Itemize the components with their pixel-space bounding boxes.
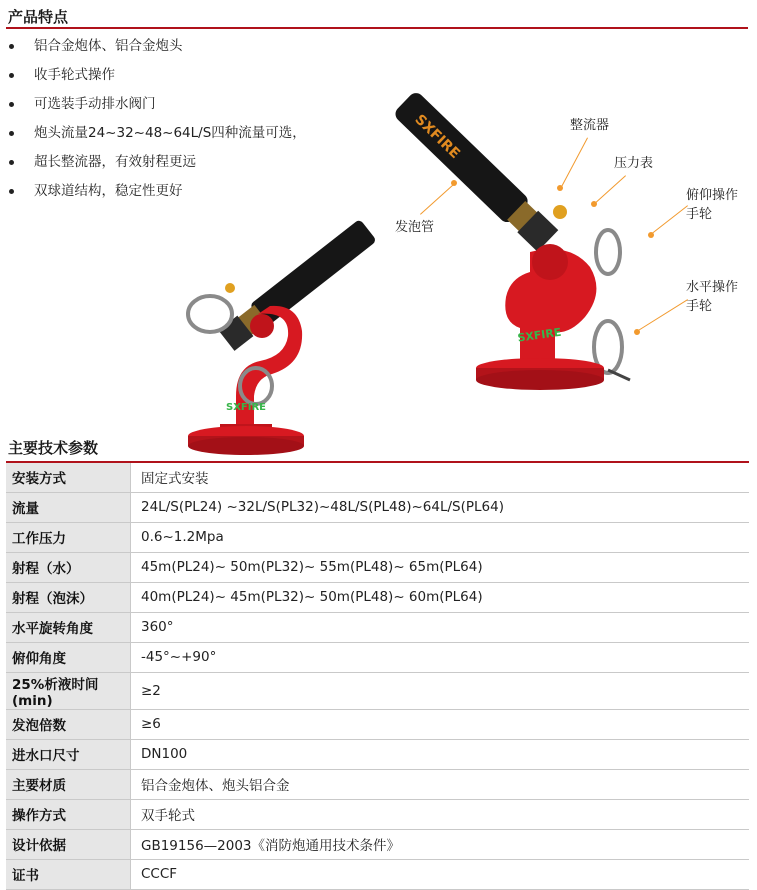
spec-value: 固定式安装 <box>131 462 750 492</box>
spec-value: DN100 <box>131 739 750 769</box>
leader-pitch-handwheel-dot <box>648 232 654 238</box>
feature-list <box>0 32 380 206</box>
leader-foam-tube-dot <box>451 180 457 186</box>
bullet-icon <box>9 102 14 107</box>
foam-cannon-image-right <box>380 92 640 398</box>
feature-text: 双球道结构，稳定性更好 <box>34 183 183 199</box>
spec-key: 进水口尺寸 <box>6 739 131 769</box>
table-row <box>6 739 749 769</box>
table-row <box>6 522 749 552</box>
feature-item <box>0 90 380 119</box>
table-row <box>6 642 749 672</box>
callout-pitch-handwheel <box>686 186 738 224</box>
spec-value: 双手轮式 <box>131 799 750 829</box>
spec-key: 设计依据 <box>6 829 131 859</box>
spec-value: ≥2 <box>131 672 750 709</box>
table-row <box>6 769 749 799</box>
svg-text:SXFIRE: SXFIRE <box>226 402 266 413</box>
table-row <box>6 829 749 859</box>
feature-text: 超长整流器，有效射程更远 <box>34 154 196 170</box>
spec-key: 射程（泡沫） <box>6 582 131 612</box>
callout-pitch-handwheel-line2: 手轮 <box>686 207 713 222</box>
spec-value: ≥6 <box>131 709 750 739</box>
table-row <box>6 709 749 739</box>
foam-cannon-image-left <box>170 196 380 458</box>
callout-pressure-gauge: 压力表 <box>614 156 654 171</box>
spec-key: 发泡倍数 <box>6 709 131 739</box>
spec-key: 水平旋转角度 <box>6 612 131 642</box>
leader-pitch-handwheel <box>650 205 688 235</box>
leader-rectifier-dot <box>557 185 563 191</box>
spec-key: 25%析液时间(min) <box>6 672 131 709</box>
feature-item <box>0 61 380 90</box>
bullet-icon <box>9 189 14 194</box>
table-row <box>6 672 749 709</box>
bullet-icon <box>9 160 14 165</box>
specs-title: 主要技术参数 <box>8 439 99 457</box>
table-row <box>6 492 749 522</box>
leader-pressure-gauge-dot <box>591 201 597 207</box>
spec-value: 360° <box>131 612 750 642</box>
spec-key: 操作方式 <box>6 799 131 829</box>
spec-key: 射程（水） <box>6 552 131 582</box>
features-title: 产品特点 <box>8 8 69 26</box>
spec-value: -45°~+90° <box>131 642 750 672</box>
features-title-rule <box>6 27 748 29</box>
spec-value: CCCF <box>131 859 750 889</box>
feature-text: 铝合金炮体、铝合金炮头 <box>34 38 183 54</box>
callout-horizontal-handwheel-line2: 手轮 <box>686 299 713 314</box>
spec-key: 流量 <box>6 492 131 522</box>
feature-text: 可选装手动排水阀门 <box>34 96 156 112</box>
callout-horizontal-handwheel-line1: 水平操作 <box>686 280 739 295</box>
feature-text: 收手轮式操作 <box>34 67 115 83</box>
bullet-icon <box>9 73 14 78</box>
callout-rectifier: 整流器 <box>570 118 610 133</box>
table-row <box>6 612 749 642</box>
feature-item <box>0 148 380 177</box>
callout-foam-tube: 发泡管 <box>395 220 435 235</box>
brand-logo-text: SXFIRE <box>411 111 463 162</box>
bullet-icon <box>9 44 14 49</box>
feature-item <box>0 119 380 148</box>
spec-key: 安装方式 <box>6 462 131 492</box>
spec-key: 工作压力 <box>6 522 131 552</box>
spec-key: 证书 <box>6 859 131 889</box>
svg-text:SXFIRE: SXFIRE <box>516 325 563 345</box>
spec-key: 主要材质 <box>6 769 131 799</box>
callout-pitch-handwheel-line1: 俯仰操作 <box>686 188 739 203</box>
table-row <box>6 799 749 829</box>
spec-value: 24L/S(PL24) ~32L/S(PL32)~48L/S(PL48)~64L/S(PL64) <box>131 492 750 522</box>
feature-item <box>0 32 380 61</box>
callout-horizontal-handwheel <box>686 278 738 316</box>
spec-value: 0.6~1.2Mpa <box>131 522 750 552</box>
spec-value: 40m(PL24)~ 45m(PL32)~ 50m(PL48)~ 60m(PL64) <box>131 582 750 612</box>
leader-horizontal-handwheel <box>637 299 688 332</box>
table-row <box>6 462 749 492</box>
table-row <box>6 552 749 582</box>
spec-table <box>6 461 749 890</box>
spec-value: 45m(PL24)~ 50m(PL32)~ 55m(PL48)~ 65m(PL64) <box>131 552 750 582</box>
spec-value: 铝合金炮体、炮头铝合金 <box>131 769 750 799</box>
spec-key: 俯仰角度 <box>6 642 131 672</box>
spec-value: GB19156—2003《消防炮通用技术条件》 <box>131 829 750 859</box>
bullet-icon <box>9 131 14 136</box>
leader-horizontal-handwheel-dot <box>634 329 640 335</box>
table-row <box>6 582 749 612</box>
feature-text: 炮头流量24~32~48~64L/S四种流量可选， <box>34 125 306 141</box>
